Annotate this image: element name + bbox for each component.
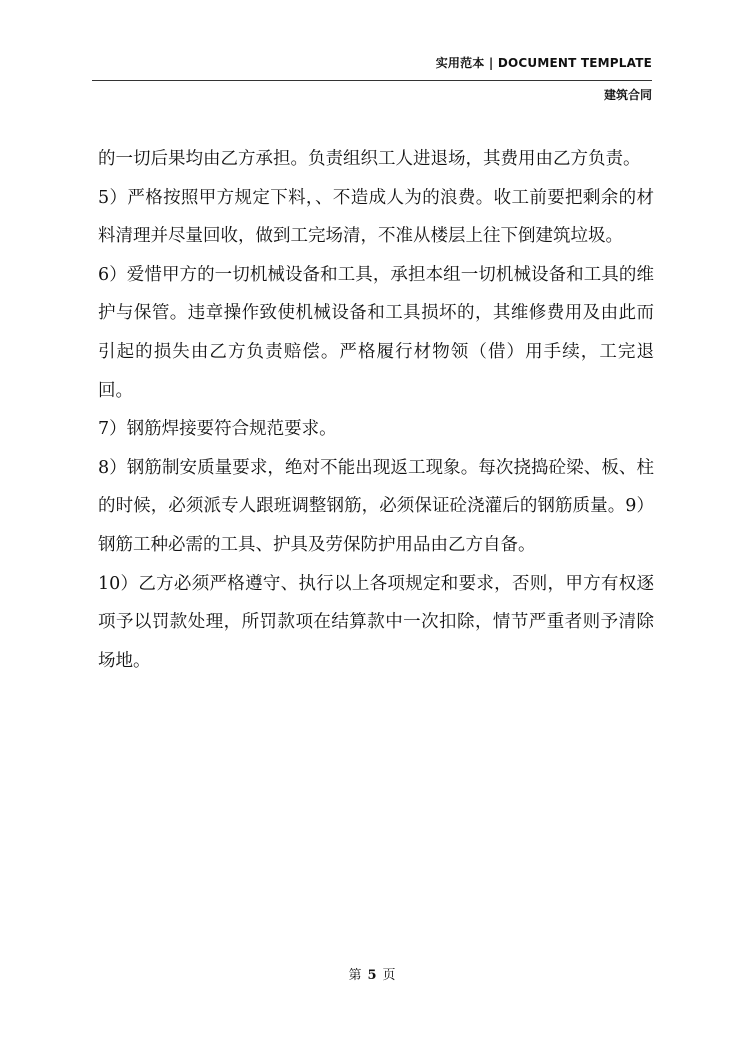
- page-label-prefix: 第: [348, 968, 362, 983]
- page-footer: [0, 964, 744, 983]
- paragraph-item-7: 7）钢筋焊接要符合规范要求。: [98, 419, 337, 440]
- header-title: 实用范本 | DOCUMENT TEMPLATE: [435, 56, 652, 70]
- document-body: [98, 140, 654, 680]
- paragraph-item-8-9: 8）钢筋制安质量要求，绝对不能出现返工现象。每次挠捣砼梁、板、柱的时候，必须派专人跟班调整钢筋，必须保证砼浇灌后的钢筋质量。9）钢筋工种必需的工具、护具及劳保防护用品由乙方自备。: [98, 457, 654, 555]
- page-number: 5: [367, 968, 377, 983]
- page-label-suffix: 页: [382, 968, 396, 983]
- paragraph-continuation: 的一切后果均由乙方承担。负责组织工人进退场，其费用由乙方负责。: [98, 149, 641, 169]
- header-divider: [92, 80, 652, 81]
- paragraph-item-10: 10）乙方必须严格遵守、执行以上各项规定和要求，否则，甲方有权逐项予以罚款处理，所罚款项在结算款中一次扣除，情节严重者则予清除场地。: [98, 573, 654, 671]
- header-subtitle: 建筑合同: [603, 88, 652, 102]
- paragraph-item-6: 6）爱惜甲方的一切机械设备和工具，承担本组一切机械设备和工具的维护与保管。违章操作致使机械设备和工具损坏的，其维修费用及由此而引起的损失由乙方负责赔偿。严格履行材物领（借）用手续，工完退回。: [98, 264, 654, 401]
- paragraph-item-5: 5）严格按照甲方规定下料，、不造成人为的浪费。收工前要把剩余的材料清理并尽量回收，做到工完场清，不准从楼层上往下倒建筑垃圾。: [98, 187, 654, 247]
- page-header: [92, 48, 652, 102]
